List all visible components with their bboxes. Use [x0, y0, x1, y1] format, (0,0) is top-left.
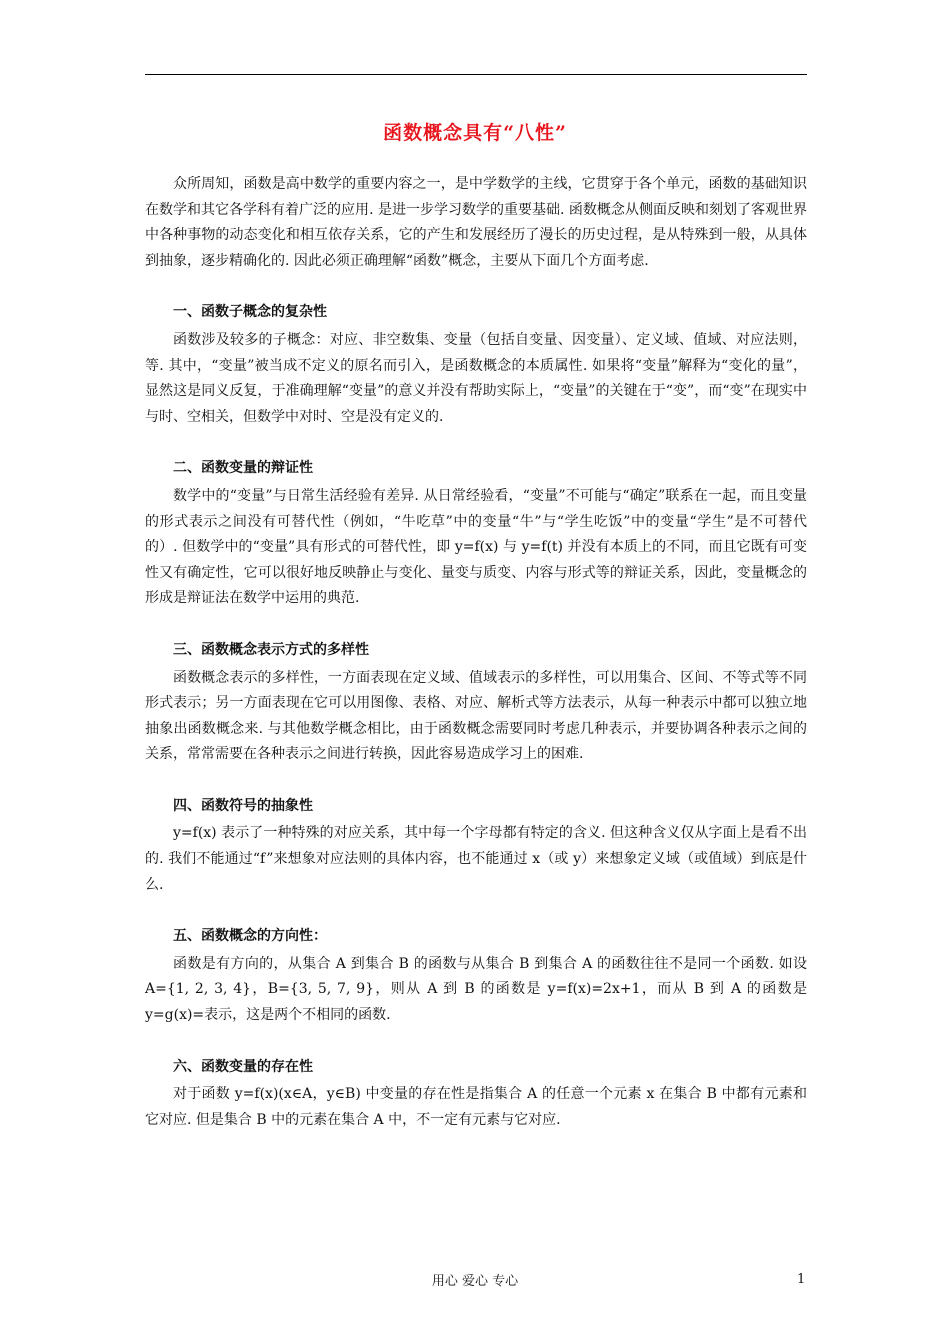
section-heading: 六、函数变量的存在性: [173, 1058, 313, 1075]
intro-paragraph: 众所周知，函数是高中数学的重要内容之一，是中学数学的主线，它贯穿于各个单元，函数的基础知识在数学和其它各学科有着广泛的应用. 是进一步学习数学的重要基础. 函数概念从侧面反映和刻划了客观世界中各种事物的动态变化和相互依存关系，它的产生和发展经历了漫长的历史过程，是从特殊到一般，从具体到抽象，逐步精确化的. 因此必须正确理解“函数”概念，主要从下面几个方面考虑.: [145, 176, 807, 269]
section-paragraph: 对于函数 y=f(x)(x∈A，y∈B) 中变量的存在性是指集合 A 的任意一个元素 x 在集合 B 中都有元素和它对应. 但是集合 B 中的元素在集合 A 中，不一定有元素与它对应.: [145, 1086, 807, 1128]
header-rule: [145, 74, 807, 75]
section-paragraph: y=f(x) 表示了一种特殊的对应关系，其中每一个字母都有特定的含义. 但这种含义仅从字面上是看不出的. 我们不能通过“f”来想象对应法则的具体内容，也不能通过 x（或 y）来想象定义域（或值域）到底是什么.: [145, 825, 807, 893]
section-heading: 二、函数变量的辩证性: [173, 460, 313, 477]
section-heading: 一、函数子概念的复杂性: [173, 304, 327, 321]
section-paragraph: 数学中的“变量”与日常生活经验有差异. 从日常经验看，“变量”不可能与“确定”联系在一起，而且变量的形式表示之间没有可替代性（例如，“牛吃草”中的变量“牛”与“学生吃饭”中的变量“学生”是不可替代的）. 但数学中的“变量”具有形式的可替代性，即 y=f(x) 与 y=f(t) 并没有本质上的不同，而且它既有可变性又有确定性，它可以很好地反映静止与变化、量变与质变、内容与形式等的辩证关系，因此，变量概念的形成是辩证法在数学中运用的典范.: [145, 487, 807, 607]
page-number: 1: [797, 1272, 806, 1287]
section-heading: 三、函数概念表示方式的多样性: [173, 641, 369, 658]
section-paragraph: 函数涉及较多的子概念：对应、非空数集、变量（包括自变量、因变量）、定义域、值域、对应法则，等. 其中，“变量”被当成不定义的原名而引入，是函数概念的本质属性. 如果将“变量”解释为“变化的量”，显然这是同义反复，于准确理解“变量”的意义并没有帮助实际上，“变量”的关键在于“变”，而“变”在现实中与时、空相关，但数学中对时、空是没有定义的.: [145, 331, 807, 425]
section-paragraph: 函数概念表示的多样性，一方面表现在定义域、值域表示的多样性，可以用集合、区间、不等式等不同形式表示；另一方面表现在它可以用图像、表格、对应、解析式等方法表示，从每一种表示中都可以独立地抽象出函数概念来. 与其他数学概念相比，由于函数概念需要同时考虑几种表示，并要协调各种表示之间的关系，常常需要在各种表示之间进行转换，因此容易造成学习上的困难.: [145, 669, 807, 763]
section-paragraph: 函数是有方向的，从集合 A 到集合 B 的函数与从集合 B 到集合 A 的函数往往不是同一个函数. 如设 A={1, 2, 3, 4}，B={3, 5, 7, 9}，则从 A 到 B 的函数是 y=f(x)=2x+1，而从 B 到 A 的函数是 y=g(x)=表示，这是两个不相同的函数.: [145, 955, 807, 1024]
section-heading: 四、函数符号的抽象性: [173, 797, 313, 814]
section-heading: 五、函数概念的方向性：: [173, 928, 327, 945]
document-body: [145, 172, 807, 1133]
document-title: 函数概念具有“八性”: [383, 122, 567, 144]
footer-motto: 用心 爱心 专心: [431, 1274, 519, 1289]
